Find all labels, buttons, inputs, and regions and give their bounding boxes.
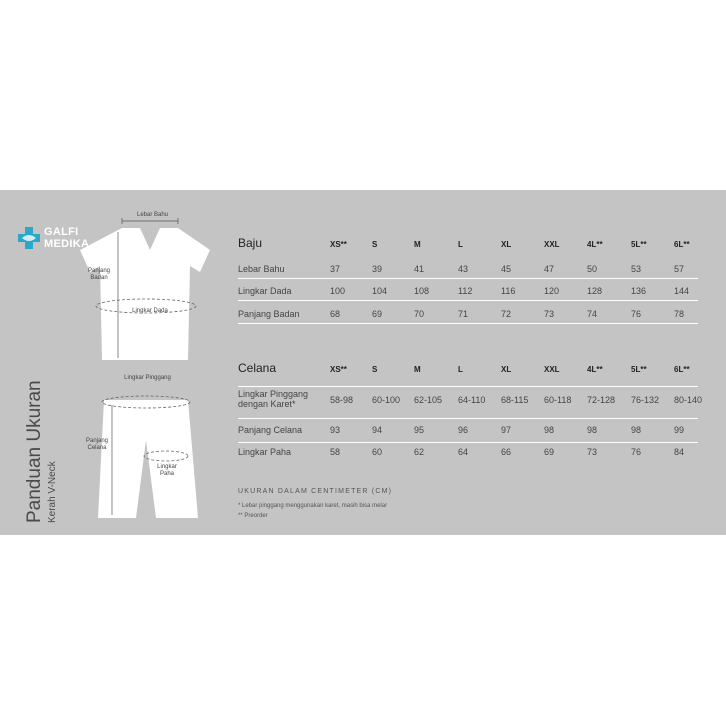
table-cell: 97	[501, 425, 512, 435]
table-cell: 66	[501, 447, 512, 457]
table-cell: 76	[631, 309, 642, 319]
size-header: XL	[501, 240, 512, 249]
table-cell: 98	[587, 425, 598, 435]
size-header: M	[414, 240, 421, 249]
table-cell: 60	[372, 447, 383, 457]
row-divider	[238, 323, 698, 324]
table-cell: 98	[544, 425, 555, 435]
table-cell: 116	[501, 286, 516, 296]
table-cell: 68-115	[501, 395, 529, 405]
brand-line-1: GALFI	[44, 226, 79, 238]
table-cell: 74	[587, 309, 598, 319]
row-label: Lingkar Paha	[238, 447, 292, 457]
table-cell: 37	[330, 264, 341, 274]
table-cell: 69	[372, 309, 383, 319]
table-cell: 45	[501, 264, 512, 274]
table-cell: 68	[330, 309, 341, 319]
waist-note: * Lebar pinggang menggunakan karet, masih bisa melar	[238, 503, 388, 509]
table-cell: 64	[458, 447, 469, 457]
table-row	[238, 262, 708, 282]
medical-cross-icon	[16, 225, 42, 251]
brand-line-2: MEDIKA	[44, 238, 90, 250]
table-cell: 39	[372, 264, 383, 274]
table-cell: 104	[372, 286, 388, 296]
baju-header-row	[238, 238, 708, 258]
row-label: Lingkar Pinggang dengan Karet*	[238, 389, 309, 409]
table-cell: 70	[414, 309, 425, 319]
table-cell: 62-105	[414, 395, 443, 405]
table-cell: 72-128	[587, 395, 616, 405]
table-cell: 99	[674, 425, 685, 435]
table-cell: 96	[458, 425, 469, 435]
table-cell: 84	[674, 447, 685, 457]
table-cell: 60-118	[544, 395, 572, 405]
label-lingkar-paha: Lingkar Paha	[157, 464, 177, 477]
table-cell: 136	[631, 286, 647, 296]
size-header: 6L**	[674, 365, 690, 374]
size-header: XS**	[330, 240, 347, 249]
size-header: XXL	[544, 365, 560, 374]
size-header: XXL	[544, 240, 560, 249]
table-cell: 71	[458, 309, 469, 319]
label-lingkar-pinggang: Lingkar Pinggang	[124, 375, 171, 381]
row-divider	[238, 386, 698, 387]
size-header: 4L**	[587, 365, 603, 374]
size-header: L	[458, 240, 463, 249]
table-cell: 120	[544, 286, 560, 296]
table-cell: 53	[631, 264, 642, 274]
table-cell: 95	[414, 425, 425, 435]
table-cell: 43	[458, 264, 469, 274]
title-main: Panduan Ukuran	[24, 380, 45, 523]
table-row	[238, 445, 708, 465]
table-row	[238, 307, 708, 327]
table-row	[238, 284, 708, 304]
size-header: XL	[501, 365, 512, 374]
shirt-shape	[80, 228, 210, 360]
table-cell: 58	[330, 447, 341, 457]
table-cell: 62	[414, 447, 425, 457]
table-cell: 47	[544, 264, 555, 274]
page-title	[24, 380, 59, 523]
table-cell: 100	[330, 286, 346, 296]
table-cell: 58-98	[330, 395, 354, 405]
table-cell: 57	[674, 264, 685, 274]
size-header: S	[372, 365, 378, 374]
table-cell: 93	[330, 425, 341, 435]
label-panjang-badan: Panjang Badan	[87, 268, 111, 281]
size-header: L	[458, 365, 463, 374]
table-row	[238, 423, 708, 443]
title-sub: Kerah V-Neck	[47, 461, 58, 523]
table-cell: 72	[501, 309, 512, 319]
table-cell: 41	[414, 264, 425, 274]
label-lingkar-dada: Lingkar Dada	[132, 308, 168, 314]
table-cell: 144	[674, 286, 690, 296]
row-label: Panjang Celana	[238, 425, 303, 435]
uniform-figure	[80, 210, 220, 520]
label-lebar-bahu: Lebar Bahu	[136, 212, 169, 218]
table-cell: 128	[587, 286, 603, 296]
row-divider	[238, 300, 698, 301]
table-cell: 78	[674, 309, 685, 319]
table-cell: 64-110	[458, 395, 486, 405]
size-guide-panel	[0, 190, 726, 535]
row-label: Panjang Badan	[238, 309, 300, 319]
table-cell: 73	[587, 447, 598, 457]
preorder-note: ** Preorder	[238, 513, 268, 519]
table-cell: 50	[587, 264, 598, 274]
celana-header-row	[238, 363, 708, 383]
table-cell: 60-100	[372, 395, 401, 405]
table-cell: 80-140	[674, 395, 703, 405]
row-label: Lingkar Dada	[238, 286, 292, 296]
table-row	[238, 389, 708, 413]
size-header: 6L**	[674, 240, 690, 249]
size-header: 4L**	[587, 240, 603, 249]
row-label: Lebar Bahu	[238, 264, 285, 274]
celana-label: Celana	[238, 361, 277, 375]
table-cell: 98	[631, 425, 642, 435]
table-cell: 69	[544, 447, 555, 457]
baju-label: Baju	[238, 236, 263, 250]
row-divider	[238, 278, 698, 279]
size-header: 5L**	[631, 240, 647, 249]
size-header: XS**	[330, 365, 347, 374]
table-cell: 112	[458, 286, 473, 296]
row-divider	[238, 442, 698, 443]
unit-note: UKURAN DALAM CENTIMETER (CM)	[238, 488, 393, 495]
size-header: S	[372, 240, 378, 249]
table-cell: 76-132	[631, 395, 660, 405]
table-cell: 108	[414, 286, 430, 296]
table-cell: 94	[372, 425, 383, 435]
row-divider	[238, 418, 698, 419]
table-cell: 73	[544, 309, 555, 319]
label-panjang-celana: Panjang Celana	[85, 438, 109, 451]
table-cell: 76	[631, 447, 642, 457]
size-header: M	[414, 365, 421, 374]
size-header: 5L**	[631, 365, 647, 374]
